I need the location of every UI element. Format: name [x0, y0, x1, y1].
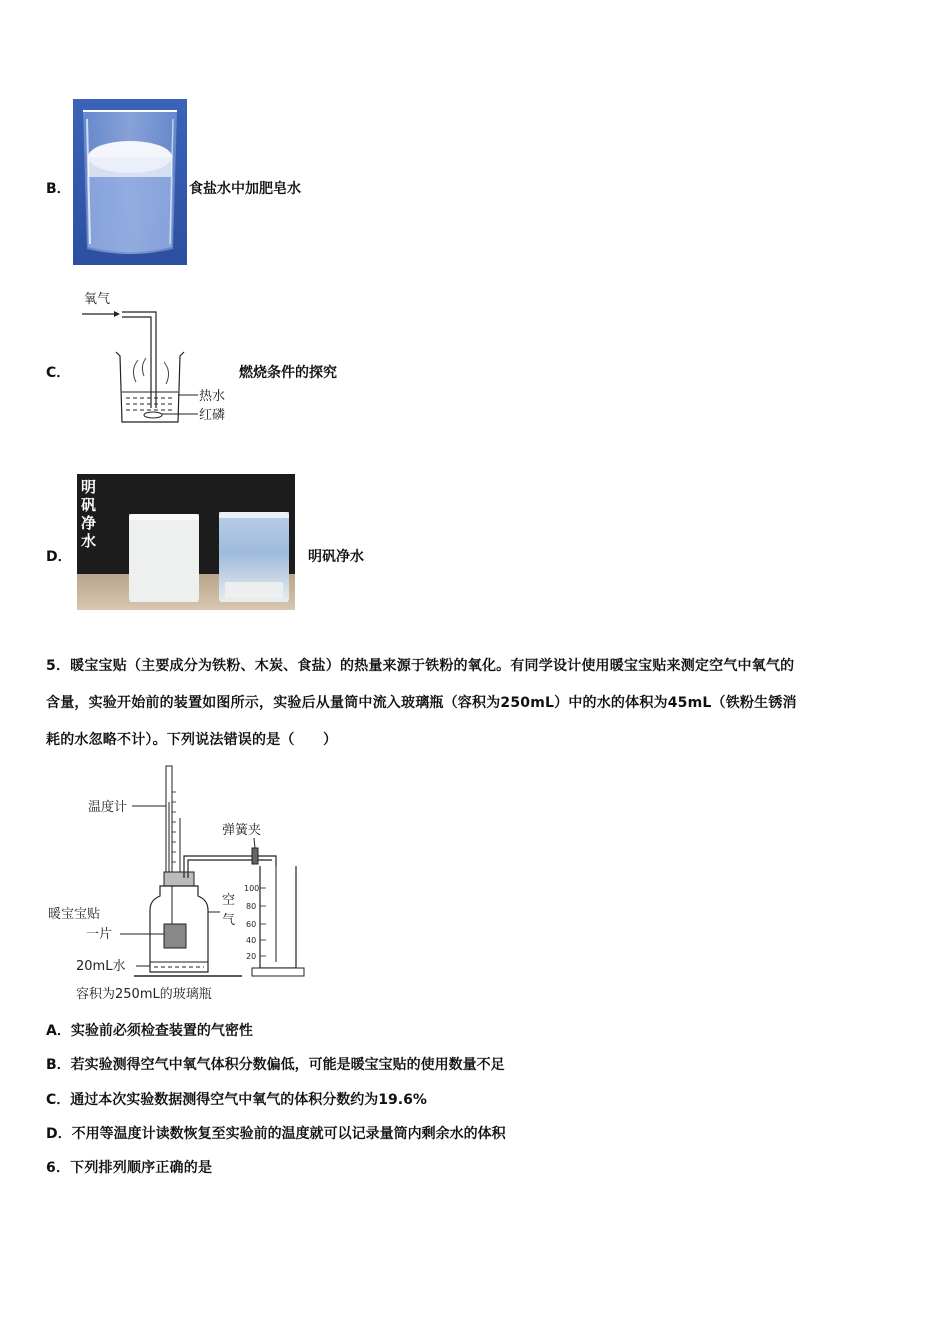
thermometer-label: 温度计 — [88, 800, 128, 815]
question-5-line-2: 含量，实验开始前的装置如图所示，实验后从量筒中流入玻璃瓶（容积为250mL）中的水的体积为45mL（铁粉生锈消 — [46, 695, 797, 711]
oxygen-measurement-apparatus-figure — [46, 762, 306, 1004]
question-5-line-1: 5．暖宝宝贴（主要成分为铁粉、木炭、食盐）的热量来源于铁粉的氧化。有同学设计使用暖宝宝贴来测定空气中氧气的 — [46, 658, 795, 674]
option-c-text: 燃烧条件的探究 — [239, 365, 337, 381]
hot-water-label: 热水 — [199, 389, 226, 404]
choice-d: D．不用等温度计读数恢复至实验前的温度就可以记录量筒内剩余水的体积 — [46, 1126, 506, 1142]
cylinder-mark-80: 80 — [246, 902, 257, 911]
bottle-volume-label: 容积为250mL的玻璃瓶 — [76, 987, 212, 1002]
option-b-text: 食盐水中加肥皂水 — [189, 181, 301, 197]
choice-c: C．通过本次实验数据测得空气中氧气的体积分数约为19.6% — [46, 1092, 427, 1108]
cylinder-mark-20: 20 — [246, 952, 257, 961]
air-label-1: 空 — [222, 893, 236, 908]
cylinder-mark-60: 60 — [246, 920, 257, 929]
cylinder-mark-100: 100 — [244, 884, 260, 893]
photo-caption-char-3: 净 — [81, 514, 97, 532]
question-6-line: 6．下列排列顺序正确的是 — [46, 1160, 213, 1176]
cylinder-mark-40: 40 — [246, 936, 257, 945]
water-20ml-label: 20mL水 — [76, 959, 126, 974]
choice-a: A．实验前必须检查装置的气密性 — [46, 1023, 253, 1039]
oxygen-label: 氧气 — [84, 292, 111, 307]
warmer-label-2: 一片 — [86, 927, 113, 942]
option-c-letter: C． — [46, 365, 71, 381]
photo-caption-char-4: 水 — [81, 532, 97, 550]
photo-caption-char-1: 明 — [81, 478, 97, 496]
question-5-line-3: 耗的水忽略不计）。下列说法错误的是（ ） — [46, 732, 338, 748]
choice-b: B．若实验测得空气中氧气体积分数偏低，可能是暖宝宝贴的使用数量不足 — [46, 1057, 505, 1073]
red-phosphorus-label: 红磷 — [199, 408, 226, 423]
warmer-label-1: 暖宝宝贴 — [48, 907, 101, 922]
option-b-letter: B． — [46, 181, 71, 197]
option-d-letter: D． — [46, 549, 72, 565]
combustion-apparatus-figure — [78, 286, 238, 426]
photo-caption-char-2: 矾 — [81, 496, 97, 514]
air-label-2: 气 — [222, 913, 236, 928]
option-d-text: 明矾净水 — [308, 549, 364, 565]
soap-water-beaker-photo — [73, 99, 187, 265]
spring-clamp-label: 弹簧夹 — [222, 823, 262, 838]
alum-purification-photo — [77, 474, 295, 610]
